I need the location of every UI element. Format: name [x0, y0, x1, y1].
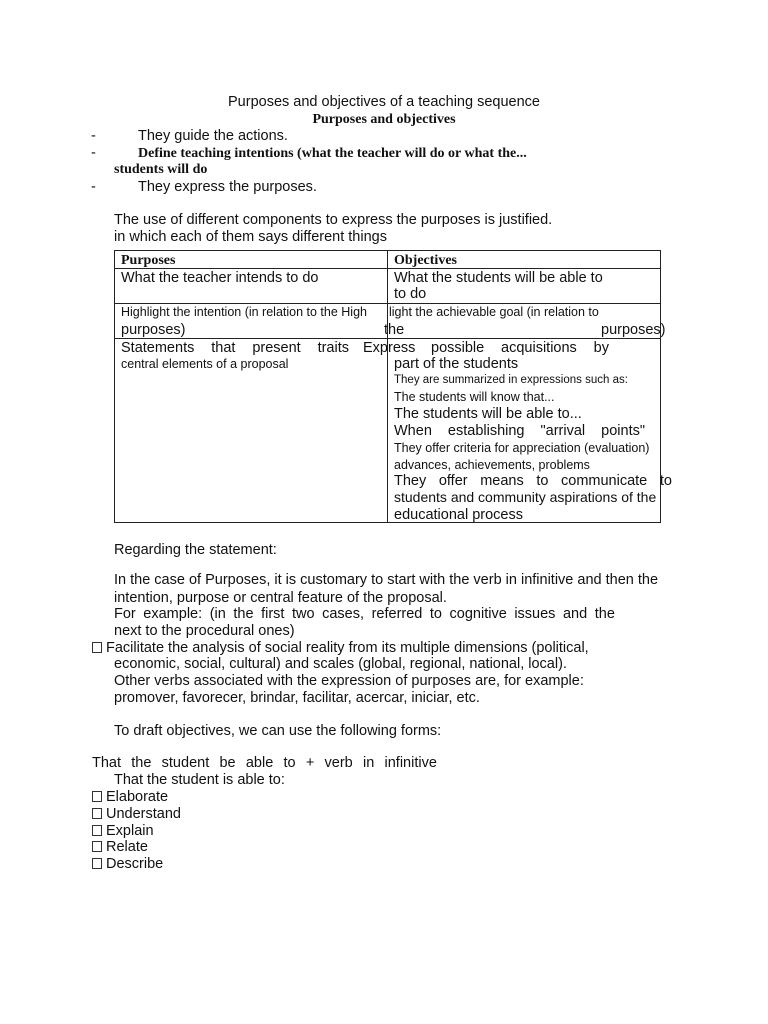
- table-cell: to do: [394, 286, 427, 302]
- table-cell: students and community aspirations of the: [394, 489, 657, 505]
- word: to: [283, 755, 296, 771]
- checkbox-glyph-icon: [92, 791, 102, 802]
- list-item-text: Describe: [106, 856, 164, 872]
- table-cell: purposes): [121, 322, 186, 338]
- section-subtitle: Purposes and objectives: [312, 112, 456, 127]
- word: means: [480, 473, 524, 489]
- word: issues: [514, 606, 556, 622]
- section-heading: Regarding the statement:: [114, 542, 277, 558]
- word: to: [429, 606, 442, 622]
- word: that: [211, 340, 236, 356]
- table-header-purposes: Purposes: [121, 253, 176, 268]
- list-item-text: Facilitate the analysis of social reality from its multiple dimensions (political,: [106, 640, 589, 656]
- table-cell: advances, achievements, problems: [394, 458, 590, 472]
- word: traits: [317, 340, 349, 356]
- paragraph-line: economic, social, cultural) and scales (global, regional, national, local).: [114, 656, 567, 672]
- formula-line-justified: [92, 755, 437, 772]
- table-header-objectives: Objectives: [394, 253, 457, 268]
- table-cell: They are summarized in expressions such as:: [394, 374, 628, 386]
- list-item: [92, 806, 181, 823]
- list-item-text: Explain: [106, 823, 154, 839]
- word: "arrival: [540, 423, 586, 439]
- table-cell: central elements of a proposal: [121, 357, 289, 371]
- word: acquisitions: [501, 340, 577, 356]
- word: first: [261, 606, 285, 622]
- word: For: [114, 606, 136, 622]
- list-item: [92, 823, 154, 840]
- paragraph-line: next to the procedural ones): [114, 623, 295, 639]
- paragraph-line: intention, purpose or central feature of the proposal.: [114, 590, 447, 606]
- table-cell-justified: [121, 340, 349, 357]
- table-cell: Express: [363, 340, 416, 356]
- paragraph-line-justified: [114, 606, 615, 623]
- word: student: [161, 755, 210, 771]
- list-item-text: Understand: [106, 806, 181, 822]
- table-cell-justified: [394, 423, 645, 440]
- intro-line: in which each of them says different things: [114, 229, 387, 245]
- table-cell: educational process: [394, 507, 523, 523]
- word: example:: [143, 606, 203, 622]
- paragraph-line: promover, favorecer, brindar, facilitar, acercar, iniciar, etc.: [114, 690, 480, 706]
- checkbox-glyph-icon: [92, 808, 102, 819]
- list-item-text: Relate: [106, 839, 148, 855]
- bullet-dash: -: [91, 145, 96, 161]
- bullet-text: They express the purposes.: [138, 179, 317, 195]
- checkbox-glyph-icon: [92, 841, 102, 852]
- table-cell: They offer criteria for appreciation (evaluation): [394, 441, 650, 455]
- table-cell: What the students will be able to: [394, 270, 603, 286]
- bullet-dash: -: [91, 128, 96, 144]
- word: the: [594, 606, 615, 622]
- word: be: [219, 755, 236, 771]
- table-cell: part of the students: [394, 356, 519, 372]
- table-cell-justified: [431, 340, 609, 357]
- list-item-text: Elaborate: [106, 789, 169, 805]
- word: establishing: [447, 423, 525, 439]
- word: present: [252, 340, 301, 356]
- word: to: [659, 473, 672, 489]
- bullet-continuation: students will do: [114, 162, 208, 177]
- list-item: [92, 839, 148, 856]
- table-cell: purposes): [601, 322, 666, 338]
- table-cell: Highlight the intention (in relation to the High: [121, 305, 367, 319]
- page-title: Purposes and objectives of a teaching sequence: [228, 94, 540, 110]
- word: and: [562, 606, 588, 622]
- table-column-divider: [387, 250, 388, 523]
- word: the: [131, 755, 152, 771]
- bullet-text: Define teaching intentions (what the teacher will do or what the...: [138, 146, 527, 161]
- checkbox-glyph-icon: [92, 642, 102, 653]
- word: offer: [438, 473, 468, 489]
- word: cognitive: [449, 606, 507, 622]
- word: possible: [431, 340, 485, 356]
- word: the: [233, 606, 254, 622]
- word: points": [601, 423, 645, 439]
- word: That: [92, 755, 122, 771]
- paragraph-line: To draft objectives, we can use the following forms:: [114, 723, 442, 739]
- list-item: [92, 640, 589, 657]
- word: in: [362, 755, 375, 771]
- paragraph-line: That the student is able to:: [114, 772, 285, 788]
- word: (in: [209, 606, 226, 622]
- word: two: [291, 606, 315, 622]
- word: +: [305, 755, 315, 771]
- word: They: [394, 473, 427, 489]
- table-row-divider: [114, 268, 661, 269]
- intro-line: The use of different components to express the purposes is justified.: [114, 212, 553, 228]
- word: referred: [371, 606, 423, 622]
- table-cell: the: [384, 322, 405, 338]
- word: When: [394, 423, 432, 439]
- paragraph-line: In the case of Purposes, it is customary to start with the verb in infinitive and then the: [114, 572, 659, 588]
- list-item: [92, 789, 168, 806]
- word: cases,: [322, 606, 365, 622]
- word: to: [536, 473, 549, 489]
- table-cell: What the teacher intends to do: [121, 270, 319, 286]
- table-cell-justified: [394, 473, 672, 490]
- checkbox-glyph-icon: [92, 825, 102, 836]
- paragraph-line: Other verbs associated with the expression of purposes are, for example:: [114, 673, 584, 689]
- word: Statements: [121, 340, 195, 356]
- list-item: [92, 856, 163, 873]
- checkbox-glyph-icon: [92, 858, 102, 869]
- word: verb: [324, 755, 353, 771]
- word: communicate: [561, 473, 648, 489]
- table-cell: light the achievable goal (in relation to: [389, 305, 599, 319]
- word: infinitive: [384, 755, 437, 771]
- bullet-text: They guide the actions.: [138, 128, 288, 144]
- word: by: [593, 340, 609, 356]
- table-cell: The students will be able to...: [394, 406, 582, 422]
- bullet-dash: -: [91, 179, 96, 195]
- table-cell: The students will know that...: [394, 390, 555, 404]
- word: able: [245, 755, 274, 771]
